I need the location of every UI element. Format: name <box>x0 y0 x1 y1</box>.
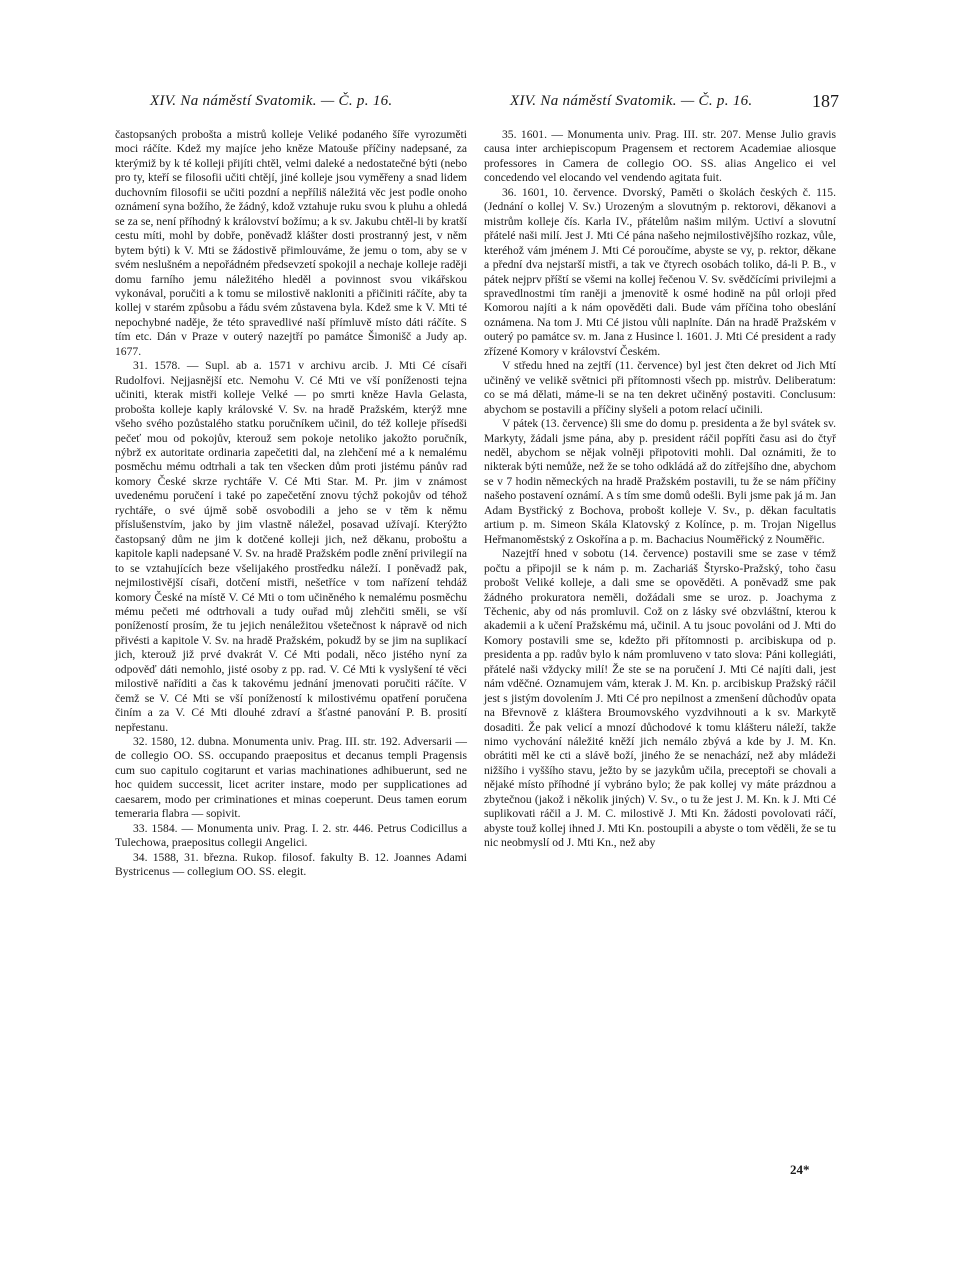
signature-mark: 24* <box>790 1162 810 1177</box>
page-number: 187 <box>812 91 839 111</box>
entry-33: 33. 1584. — Monumenta univ. Prag. I. 2. str. 446. Petrus Codicillus a Tulechowa, praepositus collegii Angelici. <box>115 821 467 850</box>
paragraph-continuation: častopsaných probošta a mistrů kolleje Veliké podaného šíře vyrozuměti moci ráčíte. Kdež my majíce jeho kněze Matouše příčiny nadepsané, za kterýmiž by k té kolleji přijíti chtěl, velmi daleké a nedostatečné býti (nebo pro ty, kteří se filosofii učiti chtějí, jiné kolleje jsou vyměřeny a snad lidem duchovním filosofii se učiti pozdní a nepříliš náležitá věc jest podle onoho oznámení syna božího, že žádný, kdož vztahuje ruku svou k pluhu a ohledá se za se, není příhodný k království božímu; a k sv. Jakubu chtěl-li by kratší cestu míti, mohl by dobře, poněvadž klášter dosti prostranný jest, v něm bytem býti) k V. Mti se žádostivě přimlouváme, že jemu o tom, aby se v svém neslušném a nepořádném předsevzetí spokojil a nechaje kolleje raději domu farního jemu náležitého hleděl a povinnost svou vikářskou vykonával, poručiti a k tomu se milostivě nakloniti a přičiniti ráčíte, aby ta kollej v starém způsobu a řádu svém zůstavena byla. Kdež sme k V. Mti té nepochybné naděje, že této spravedlivé naší přímluvě místo dáti ráčíte. S tím etc. Dán v Praze v outerý nazejtří po památce Šimonišč a Judy ap. 1677. <box>115 128 467 358</box>
left-column <box>115 128 467 880</box>
paragraph-friday: V pátek (13. července) šli sme do domu p. presidenta a že byl svátek sv. Markyty, žádali jsme pána, aby p. president ráčil popříti času asi do čtyř neděl, abychom se nějak volněji připotoviti mohli. Dal oznámiti, že to nikterak býti nemůže, než že se toho odkládá až do zítřejšího dne, abychom se v 7 hodin německých na hradě Pražském postavili, tu že se nám příčiny našeho postavení oznámí. A s tím sme domů odešli. Byli jsme pak já m. Jan Adam Bystřický z Bochova, probošt kolleje V. Sv., p. děkan facultatis artium p. m. Simeon Skála Klatovský z Kolínce, p. m. Trojan Nigellus Heřmanoměstský z Oskořína a p. m. Bachacius Nouměřický z Nouměřic. <box>484 417 836 546</box>
paragraph-wednesday: V středu hned na zejtří (11. července) byl jest čten dekret od Jich Mtí učiněný ve velikě světnici při přítomnosti všech pp. mistrův. Deliberatum: co se má dělati, máme-li se na ten dekret učiněný postaviti. Conclusum: abychom se postavili a příčiny slyšeli a potom relací učinili. <box>484 359 836 416</box>
entry-32: 32. 1580, 12. dubna. Monumenta univ. Prag. III. str. 192. Adversarii — de collegio OO. SS. occupando praepositus et decanus templi Pragensis cum suo capitulo cogitarunt et varias machinationes adhibuerunt, sed ne hoc quidem successit, licet acriter instare, modo per supplicationes ad caesarem, modo per criminationes et minas coeperunt. Deus tamen eorum temeraria flabra — sopivit. <box>115 735 467 821</box>
entry-35: 35. 1601. — Monumenta univ. Prag. III. str. 207. Mense Julio gravis causa inter archiepiscopum Pragensem et rectorem Academiae aliosque professores in Camera de collegio OO. SS. alias Angelico ei vel concedendo vel elocando vel vendendo agitata fuit. <box>484 128 836 185</box>
entry-31: 31. 1578. — Supl. ab a. 1571 v archivu arcib. J. Mti Cé císaři Rudolfovi. Nejjasnější etc. Nemohu V. Cé Mti ve vší poníženosti tejna učiniti, kterak mistři kolleje Velké — po smrti kněze Havla Gelasta, probošta kolleje kaply královské V. Sv. na hradě Pražském, kterýž mne všeho svého pozůstalého statku poručníkem učinil, do též kolleje přísedši pečeť mou od pokojův, kterouž sem pokoje netoliko jakožto poručník, nýbrž ex autoritate ordinaria zapečetiti dal, na zlehčení mé a k nemalému posměchu mému odtrhali a tak ten všecken dům proti jistému pánův rad komory České skrze rychtáře V. Cé Mti Star. M. Pr. jim v známost uvedenému poručení i také po zapečetění znovu týchž pokojův od téhož rychtáře, o své újmě sobě osvobodili a jeho se v těm k němu příslušenstvím, jako by jim vlastně náležel, posavad užívají. Kterýžto častopsaný dům ne jim k dotčené kolleji jich, než děkanu, proboštu a kapitole kapli nadepsané V. Sv. na hradě Pražském podle znění privilegií na to se vztahujících beze všelijakého prostředku náleží. I poněvadž pak, nejmilostivější císaři, dotčení mistři, nešetříce v tom nařízení tehdáž komory České na místě V. Cé Mti o tom učiněného k nemalému posměchu mému pečeti mé odtrhovali a tudy ouřad můj zlehčiti směli, se vší ponížeností prosím, že tu jejich nenáležitou všetečnost k nápravě od nich přivésti a kapitole V. Sv. na hradě Pražském, pokudž by se jim na suplikací jich, kterouž již prvé dvakrát V. Cé Mti podali, něco jistého nyní za odpověď dáti nemohlo, jisté osoby z pp. rad. V. Cé Mti k vyslyšení té věci milostivě naříditi a čas k takovému jednání jmenovati poručiti ráčíte. V čemž se V. Cé Mti se vší ponížeností k milostivému opatření poručena činím a za V. Cé Mti dlouhé zdraví a šťastné panování P. B. prosití nepřestanu. <box>115 359 467 734</box>
running-head-left: XIV. Na náměstí Svatomik. — Č. p. 16. <box>150 93 393 109</box>
paragraph-saturday: Nazejtří hned v sobotu (14. července) postavili sme se zase v témž počtu a připojil se k nám p. m. Zachariáš Štyrsko-Pražský, toho času probošt Veliké kolleje, a dali sme se opověděti. A poněvadž sme pak žádného prokuratora neměli, dožádali sme se uroz. p. Joachyma z Těchenic, aby od nás promluvil. Což on z lásky své obzvláštní, kterou k akademii a k učení Pražskému má, učinil. A tu jsouc povoláni od J. Mti do Komory postavili sme se, kdežto při přítomnosti p. arcibiskupa od p. presidenta a pp. radův bylo k nám promluveno v tato slova: Páni kollegiáti, přátelé naši vždycky milí! Že ste se na poručení J. Mti Cé najíti dali, jest nám vděčné. Oznamujem vám, kterak J. M. Kn. p. arcibiskup Pražský ráčil jest s jistým dovolením J. Mti Cé pro nepilnost a zmenšení důchodův opata na Břevnově z kláštera Broumovského vyzdvihnouti a k sv. Markytě dosaditi. Že pak velicí a mnozí důchodové k tomu klášteru náleží, takže nimo vychování náležité kněží jich nemálo zbývá a kde by J. M. Kn. obrátiti měl ke cti a slávě boží, jiného že se nenachází, než aby mládeži nižšího i vyššího stavu, ježto by se jazykům učila, preceptoři se chovali a nějaké místo příhodné jí vybráno bylo; že pak kollej vy máte prázdnou a zbytečnou (jakož i několik jiných) V. Sv., o tu že jest J. M. Kn. k J. Mti Cé suplikovati ráčil a J. M. C. milostivě J. Mti Kn. žádosti povolovati ráčí, abyste touž kollej ihned J. Mti Kn. postoupili a abyste o tom věděli, že se tu nic neobmyslí od J. Mti Kn., než aby <box>484 547 836 850</box>
entry-34: 34. 1588, 31. března. Rukop. filosof. fakulty B. 12. Joannes Adami Bystricenus — collegium OO. SS. elegit. <box>115 850 467 879</box>
right-column <box>484 128 836 851</box>
entry-36: 36. 1601, 10. července. Dvorský, Paměti o školách českých č. 115. (Jednání o kollej V. Sv.) Urozeným a slovutným p. rektorovi, děkanovi a mistrům kolleje čís. Karla IV., přátelům našim milým. Uctiví a slovutní přátelé naši milí. Jest J. Mti Cé pána našeho nejmilostivějšího rozkaz, vůle, kteréhož vám jménem J. Mti Cé poroučíme, abyste se vy, p. rektor, děkane a přední dva nejstarší mistři, a tak ve čtyrech osobách toliko, dá-li P. B., v pátek nejprv příští se všemi na kollej řečenou V. Sv. svědčícími privilejmi a spravedlnostmi tím raněji a jmenovitě k osmé hodině na půl orloji před Komorou najíti a k nám opověděti dali. Bude vám příčina toho obeslání oznámena. Na tom J. Mti Cé jistou vůli naplníte. Dán na hradě Pražském v outerý po památce sv. m. Jana z Husince l. 1601. J. Mti Cé president a rady zřízené Komory v království Českém. <box>484 185 836 358</box>
running-head-right: XIV. Na náměstí Svatomik. — Č. p. 16. <box>510 93 753 109</box>
